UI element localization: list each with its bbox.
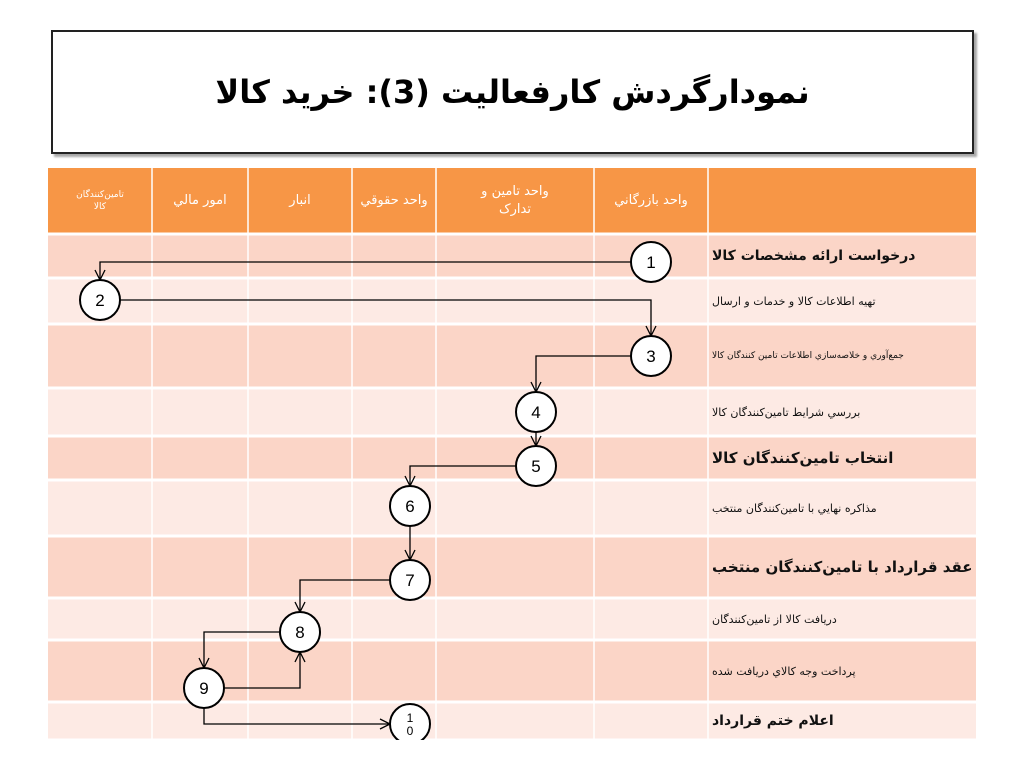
step-node-label-line: 7 <box>405 571 415 590</box>
flow-arrow <box>536 356 631 392</box>
row-label: دريافت کالا از تامين‌کنندگان <box>712 612 837 626</box>
flow-arrow <box>100 262 631 280</box>
column-header: واحد بازرگاني <box>614 193 688 209</box>
step-node-label-line: 2 <box>95 291 105 310</box>
column-header: واحد تامين و تدارک <box>481 184 549 217</box>
step-node-label-line: 1 <box>406 711 414 725</box>
column-header: واحد حقوقي <box>360 193 428 209</box>
step-node-label-line: 3 <box>646 347 656 366</box>
page-title: نمودارگردش کارفعالیت (3): خرید کالا <box>215 73 810 111</box>
step-node-label-line: 0 <box>406 724 414 738</box>
row-label: عقد قرارداد با تامين‌کنندگان منتخب <box>712 558 973 576</box>
row-label: انتخاب تامين‌کنندگان کالا <box>712 449 894 467</box>
step-node-label <box>199 679 208 698</box>
step-node-label-line: 9 <box>199 679 209 698</box>
step-node-label <box>531 457 540 476</box>
step-node-label <box>95 291 104 310</box>
column-header: تامین‌کنندگان کالا <box>76 189 124 212</box>
workflow-swimlane-table <box>48 168 976 740</box>
flow-arrow <box>204 708 390 724</box>
title-box <box>51 30 974 154</box>
row-label: مذاکره نهايي با تامين‌کنندگان منتخب <box>712 501 877 515</box>
row-label: بررسي شرايط تامين‌کنندگان کالا <box>712 405 861 419</box>
flow-arrow <box>300 580 390 612</box>
row-label: تهيه اطلاعات کالا و خدمات و ارسال <box>712 294 876 308</box>
step-node-label-line: 1 <box>646 253 656 272</box>
step-node-label-line: 8 <box>295 623 305 642</box>
step-node-label-line: 6 <box>405 497 415 516</box>
step-node-label <box>407 711 414 738</box>
column-header: انبار <box>289 193 311 209</box>
column-header: امور مالي <box>173 193 227 209</box>
step-node-label <box>531 403 540 422</box>
flow-arrow <box>224 652 300 688</box>
row-label: پرداخت وجه کالاي دريافت شده <box>712 664 856 678</box>
flow-arrow <box>120 300 651 336</box>
row-label: درخواست ارائه مشخصات کالا <box>712 248 916 264</box>
step-node-label <box>405 571 414 590</box>
row-label: اعلام ختم قرارداد <box>712 713 834 729</box>
step-node-label <box>405 497 414 516</box>
flow-diagram <box>48 168 976 740</box>
row-label: جمع‌آوري و خلاصه‌سازي اطلاعات تامين کنندگان کالا <box>712 351 904 361</box>
step-node-label <box>646 347 655 366</box>
flow-arrow <box>410 466 516 486</box>
step-node-label-line: 5 <box>531 457 541 476</box>
step-node-label <box>646 253 655 272</box>
step-node-label <box>295 623 304 642</box>
flow-arrow <box>204 632 280 668</box>
step-node-label-line: 4 <box>531 403 541 422</box>
